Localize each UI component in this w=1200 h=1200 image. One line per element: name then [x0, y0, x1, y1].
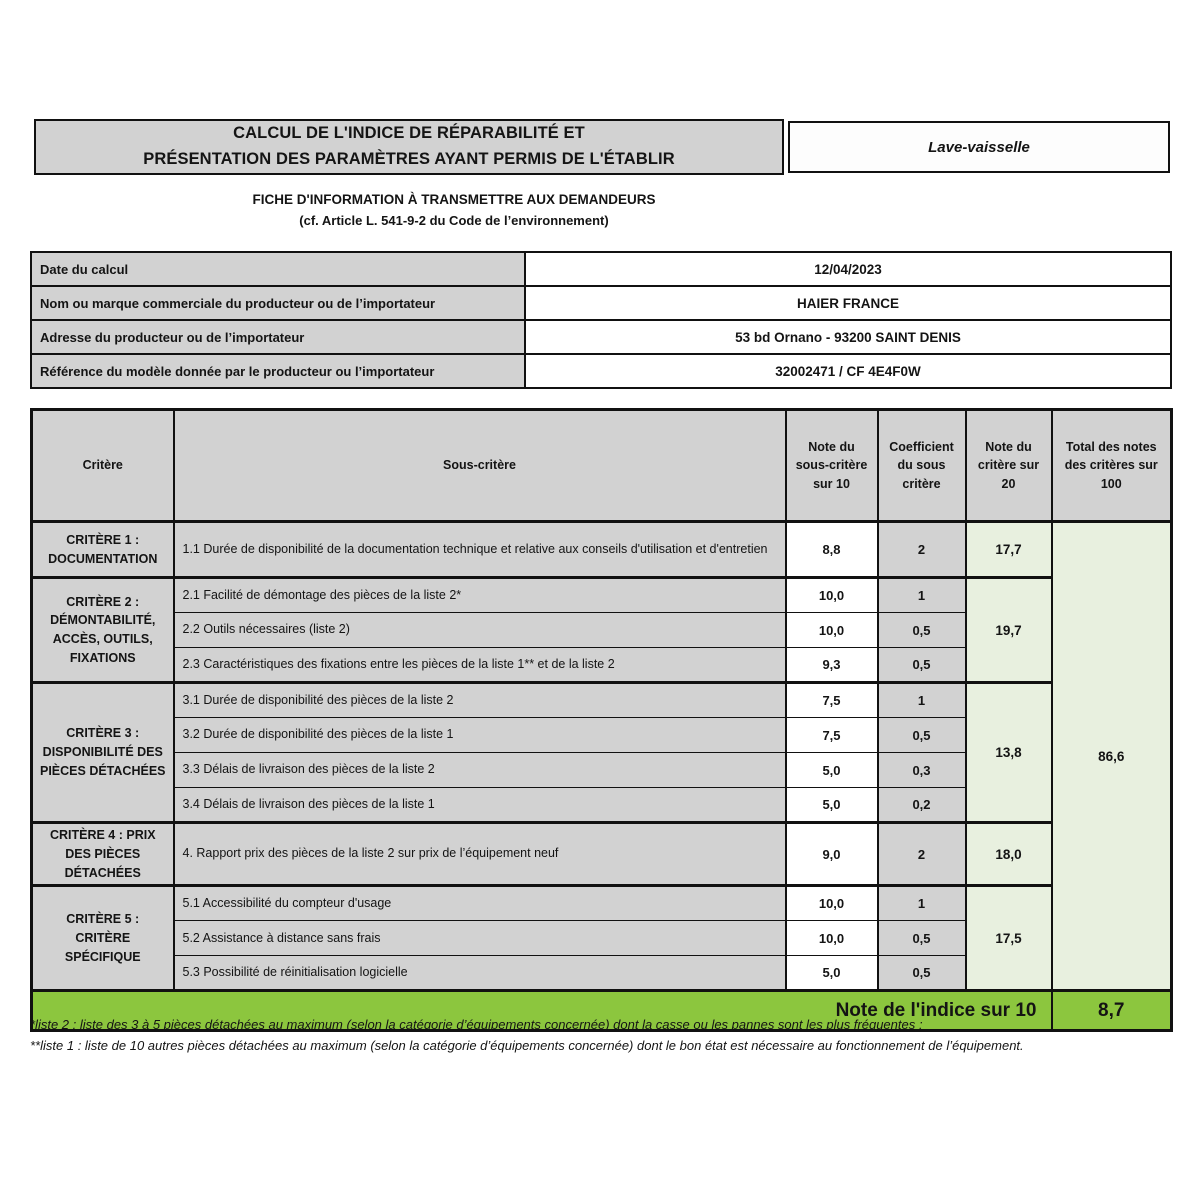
subtitle-line1: FICHE D'INFORMATION À TRANSMETTRE AUX DEMANDEURS: [252, 192, 656, 207]
col-header-note-sous-critere: Note du sous-critère sur 10: [786, 410, 878, 522]
subcriterion-2-2: 2.2 Outils nécessaires (liste 2): [174, 613, 786, 648]
table-row: [32, 683, 1172, 718]
criterion-3-note20: 13,8: [966, 683, 1052, 823]
subcriterion-5-2: 5.2 Assistance à distance sans frais: [174, 921, 786, 956]
footnote-liste-2: *liste 2 : liste des 3 à 5 pièces détachées au maximum (selon la catégorie d’équipements concernée) dont la casse ou les pannes sont les plus fréquentes ;: [30, 1017, 923, 1032]
table-row: [31, 354, 1171, 388]
criterion-2-name: CRITÈRE 2 : DÉMONTABILITÉ, ACCÈS, OUTILS, FIXATIONS: [32, 578, 174, 683]
note-5-1: 10,0: [786, 886, 878, 921]
table-row: [32, 522, 1172, 578]
product-category-box: [788, 121, 1170, 173]
subcriterion-2-1: 2.1 Facilité de démontage des pièces de la liste 2*: [174, 578, 786, 613]
criterion-3-name: CRITÈRE 3 : DISPONIBILITÉ DES PIÈCES DÉTACHÉES: [32, 683, 174, 823]
footnote-liste-1: **liste 1 : liste de 10 autres pièces détachées au maximum (selon la catégorie d’équipements concernée) dont le bon état est nécessaire au fonctionnement de l’équipement.: [30, 1038, 1024, 1054]
subcriterion-3-3: 3.3 Délais de livraison des pièces de la liste 2: [174, 753, 786, 788]
subcriterion-1-1: 1.1 Durée de disponibilité de la documentation technique et relative aux conseils d'utilisation et d'entretien: [174, 522, 786, 578]
criterion-2-note20: 19,7: [966, 578, 1052, 683]
criterion-4-name: CRITÈRE 4 : PRIX DES PIÈCES DÉTACHÉES: [32, 823, 174, 886]
coef-1-1: 2: [878, 522, 966, 578]
coef-2-1: 1: [878, 578, 966, 613]
coef-2-3: 0,5: [878, 648, 966, 683]
criterion-1-note20: 17,7: [966, 522, 1052, 578]
criterion-5-name: CRITÈRE 5 : CRITÈRE SPÉCIFIQUE: [32, 886, 174, 991]
table-row: [32, 823, 1172, 886]
criterion-1-name: CRITÈRE 1 : DOCUMENTATION: [32, 522, 174, 578]
coef-2-2: 0,5: [878, 613, 966, 648]
header-row: [34, 119, 1170, 175]
note-4: 9,0: [786, 823, 878, 886]
index-score-value: 8,7: [1052, 991, 1172, 1031]
table-header-row: [32, 410, 1172, 522]
subtitle-line2: (cf. Article L. 541-9-2 du Code de l’environnement): [299, 213, 609, 228]
col-header-note-critere: Note du critère sur 20: [966, 410, 1052, 522]
table-row: [31, 320, 1171, 354]
info-value-producer-name: HAIER FRANCE: [525, 286, 1171, 320]
table-row: [32, 886, 1172, 921]
note-2-2: 10,0: [786, 613, 878, 648]
document-title-line2: PRÉSENTATION DES PARAMÈTRES AYANT PERMIS DE L'ÉTABLIR: [143, 150, 675, 168]
note-2-3: 9,3: [786, 648, 878, 683]
subcriterion-3-4: 3.4 Délais de livraison des pièces de la liste 1: [174, 788, 786, 823]
coef-5-1: 1: [878, 886, 966, 921]
product-category-label: Lave-vaisselle: [928, 138, 1030, 156]
coef-3-4: 0,2: [878, 788, 966, 823]
subcriterion-3-2: 3.2 Durée de disponibilité des pièces de la liste 1: [174, 718, 786, 753]
table-row: [31, 286, 1171, 320]
coef-3-3: 0,3: [878, 753, 966, 788]
coef-4: 2: [878, 823, 966, 886]
coef-3-1: 1: [878, 683, 966, 718]
col-header-critere: Critère: [32, 410, 174, 522]
coef-5-2: 0,5: [878, 921, 966, 956]
note-3-2: 7,5: [786, 718, 878, 753]
subcriterion-4: 4. Rapport prix des pièces de la liste 2 sur prix de l’équipement neuf: [174, 823, 786, 886]
subcriterion-2-3: 2.3 Caractéristiques des fixations entre les pièces de la liste 1** et de la liste 2: [174, 648, 786, 683]
subcriterion-5-1: 5.1 Accessibilité du compteur d'usage: [174, 886, 786, 921]
producer-info-table: [30, 251, 1172, 389]
coef-5-3: 0,5: [878, 956, 966, 991]
col-header-total: Total des notes des critères sur 100: [1052, 410, 1172, 522]
info-label-model-reference: Référence du modèle donnée par le producteur ou l’importateur: [31, 354, 525, 388]
info-value-model-reference: 32002471 / CF 4E4F0W: [525, 354, 1171, 388]
note-5-2: 10,0: [786, 921, 878, 956]
note-3-3: 5,0: [786, 753, 878, 788]
info-label-date: Date du calcul: [31, 252, 525, 286]
info-value-producer-address: 53 bd Ornano - 93200 SAINT DENIS: [525, 320, 1171, 354]
info-value-date: 12/04/2023: [525, 252, 1171, 286]
document-title-box: [34, 119, 784, 175]
note-1-1: 8,8: [786, 522, 878, 578]
subcriterion-3-1: 3.1 Durée de disponibilité des pièces de la liste 2: [174, 683, 786, 718]
note-2-1: 10,0: [786, 578, 878, 613]
note-3-1: 7,5: [786, 683, 878, 718]
criterion-5-note20: 17,5: [966, 886, 1052, 991]
subcriterion-5-3: 5.3 Possibilité de réinitialisation logicielle: [174, 956, 786, 991]
index-score-label: Note de l'indice sur 10: [32, 991, 1052, 1031]
subtitle: [30, 192, 878, 228]
col-header-sous-critere: Sous-critère: [174, 410, 786, 522]
footnotes: [30, 1014, 1175, 1057]
document-title-line1: CALCUL DE L'INDICE DE RÉPARABILITÉ ET: [233, 124, 585, 143]
info-label-producer-name: Nom ou marque commerciale du producteur ou de l’importateur: [31, 286, 525, 320]
note-3-4: 5,0: [786, 788, 878, 823]
criteria-table: [30, 408, 1173, 1032]
info-label-producer-address: Adresse du producteur ou de l’importateur: [31, 320, 525, 354]
table-row: [31, 252, 1171, 286]
col-header-coefficient: Coefficient du sous critère: [878, 410, 966, 522]
total-sur-100: 86,6: [1052, 522, 1172, 991]
coef-3-2: 0,5: [878, 718, 966, 753]
table-row: [32, 578, 1172, 613]
note-5-3: 5,0: [786, 956, 878, 991]
criterion-4-note20: 18,0: [966, 823, 1052, 886]
